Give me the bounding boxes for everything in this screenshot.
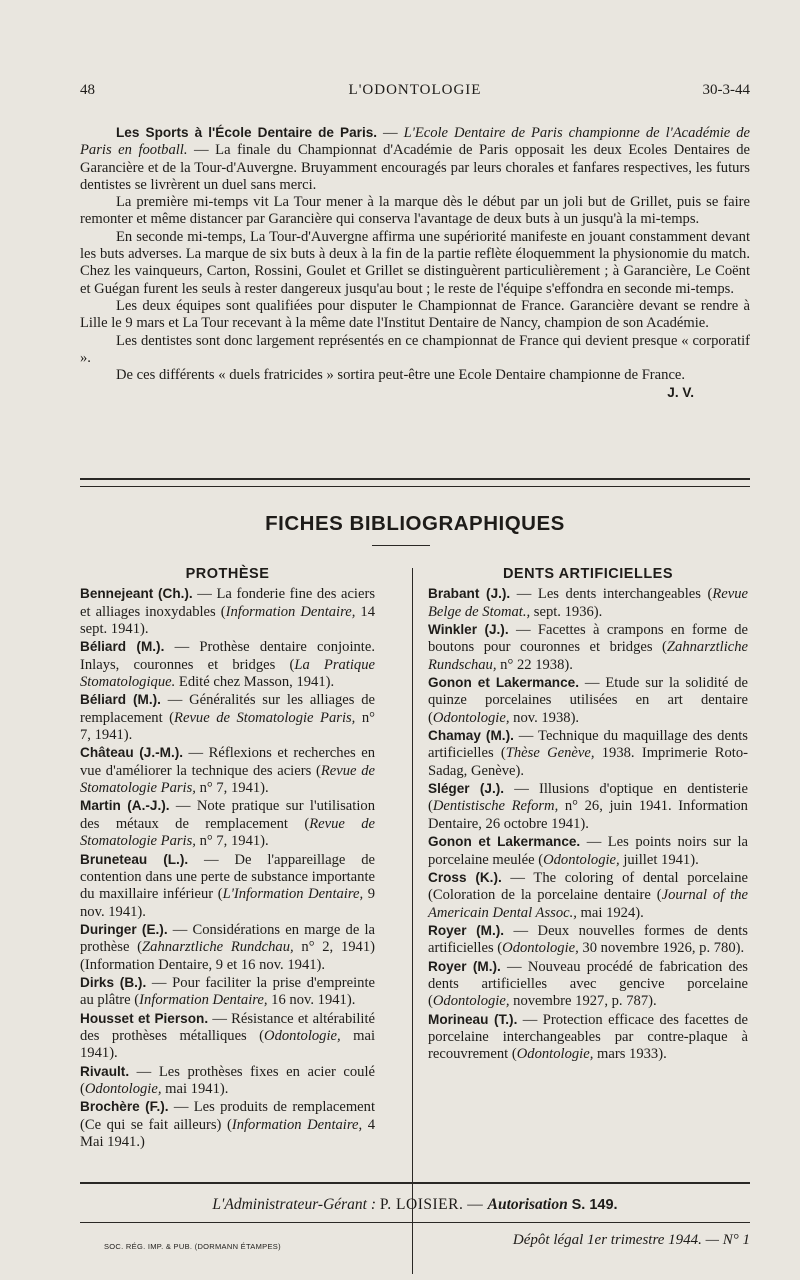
entry-title: — Note pratique sur l'utilisation des métaux de remplacement (	[80, 798, 375, 832]
entry-details: juillet 1941).	[619, 851, 699, 868]
bibliography-entry	[80, 1010, 375, 1063]
page-number: 48	[80, 82, 95, 98]
entry-reference: Information Dentaire,	[139, 992, 268, 1009]
entry-details: mars 1933).	[593, 1046, 667, 1063]
entry-title: — Pour faciliter la prise d'empreinte au plâtre (	[80, 974, 375, 1009]
entry-reference: Odontologie,	[516, 1046, 594, 1063]
entry-details: 1938. Imprimerie Roto-Sadag, Genève).	[428, 745, 748, 779]
auth-label: Autorisation	[487, 1196, 568, 1213]
bibliography-entry	[428, 869, 748, 922]
entry-reference: Zahnarztliche Rundschau,	[428, 639, 748, 673]
entry-details: 16 nov. 1941).	[267, 992, 356, 1009]
entry-details: sept. 1936).	[530, 603, 603, 620]
footer-rule	[80, 1182, 750, 1184]
entry-reference: La Pratique Stomatologique.	[80, 656, 375, 691]
entry-details: 14 sept. 1941).	[80, 603, 375, 638]
article-text: — La finale du Championnat d'Académie de Paris opposait les deux Ecoles Dentaires de Garancière et de la Tour-d'Auvergne. Bruyamment encouragés par leurs chorales et fanfares respectives, les futurs dentistes se livrèrent un duel sans merci.	[80, 142, 750, 193]
issue-date: 30-3-44	[702, 82, 750, 98]
entry-title: — Les produits de remplacement (Ce qui se fait ailleurs) (	[80, 1099, 375, 1133]
entry-author: Brochère (F.).	[80, 1099, 169, 1115]
entry-title: — Considérations en marge de la prothèse (	[80, 921, 375, 956]
entry-author: Royer (M.).	[428, 922, 505, 938]
entry-reference: Odontologie,	[543, 851, 620, 868]
entry-details: n° 22 1938).	[496, 656, 573, 673]
column-divider	[412, 568, 413, 1274]
entry-title: — Nouveau procédé de fabrication des dents artificielles avec gencive porcelaine (	[428, 958, 748, 1010]
entry-details: mai 1941).	[80, 1027, 375, 1062]
entry-details: 30 novembre 1926, p. 780).	[578, 940, 745, 957]
entry-author: Bruneteau (L.).	[80, 851, 189, 867]
entry-author: Martin (A.-J.).	[80, 798, 170, 814]
entry-title: — Les points noirs sur la porcelaine meulée (	[428, 834, 748, 868]
entry-title: — Facettes à crampons en forme de boutons pour couronnes et bridges (	[428, 622, 748, 656]
entry-details: n° 7, 1941).	[195, 780, 269, 797]
entry-author: Rivault.	[80, 1063, 130, 1079]
entry-title: — Les dents interchangeables (	[510, 586, 713, 603]
page-header	[80, 82, 750, 102]
journal-title: L'ODONTOLOGIE	[348, 82, 482, 98]
entry-title: — Les prothèses fixes en acier coulé (	[80, 1063, 375, 1097]
entry-details: novembre 1927, p. 787).	[509, 993, 657, 1010]
article-paragraph: Les dentistes sont donc largement représentés en ce championnat de France qui devient presque « corporatif ».	[80, 332, 750, 366]
article-title-dash: —	[377, 125, 404, 141]
legal-deposit: Dépôt légal 1er trimestre 1944. — N° 1	[512, 1232, 750, 1248]
article-paragraph: En seconde mi-temps, La Tour-d'Auvergne affirma une supériorité manifeste en jouant constamment devant les buts adverses. La marque de six buts à deux à la fin de la partie reflète éloquemment la physionomie du match. Chez les vainqueurs, Carton, Rossini, Goulet et Grillet se distinguèrent particulièrement ; à Garancière, Le Coënt et Guégan furent les seuls à rester dangereux jusqu'au bout ; le reste de l'équipe s'effondra en seconde mi-temps.	[80, 228, 750, 297]
entry-title: — Généralités sur les alliages de remplacement (	[80, 692, 375, 726]
entry-title: — La fonderie fine des aciers et alliages inoxydables (	[80, 586, 375, 620]
entry-author: Chamay (M.).	[428, 728, 514, 744]
bibliography-entry	[428, 1011, 748, 1064]
entry-title: — Illusions d'optique en dentisterie (	[428, 781, 748, 815]
entry-reference: Dentistische Reform,	[432, 798, 559, 815]
section-title: FICHES BIBLIOGRAPHIQUES	[265, 512, 565, 535]
entry-author: Gonon et Lakermance.	[428, 834, 581, 850]
entry-author: Château (J.-M.).	[80, 745, 184, 761]
entry-reference: Odontologie,	[432, 709, 510, 726]
entry-reference: Odontologie,	[84, 1080, 162, 1097]
entry-author: Housset et Pierson.	[80, 1010, 209, 1026]
column-prothese	[80, 566, 375, 1151]
entry-details: n° 7, 1941).	[195, 833, 269, 850]
bibliography-entry	[428, 621, 748, 674]
section-divider	[80, 478, 750, 480]
entry-author: Bennejeant (Ch.).	[80, 586, 193, 602]
entry-reference: Information Dentaire,	[231, 1116, 363, 1133]
admin-name: P. LOISIER.	[379, 1196, 464, 1213]
article-title: Les Sports à l'École Dentaire de Paris.	[116, 125, 378, 140]
column-dents-artificielles	[428, 566, 748, 1064]
bibliography-entry	[80, 638, 375, 691]
entry-reference: Thèse Genève,	[505, 745, 595, 762]
entry-author: Duringer (E.).	[80, 921, 168, 937]
auth-number: S. 149.	[571, 1197, 618, 1213]
entry-reference: Revue de Stomatologie Paris,	[174, 709, 356, 726]
entry-author: Béliard (M.).	[80, 692, 161, 708]
entry-details: Edité chez Masson, 1941).	[175, 674, 335, 691]
entry-author: Cross (K.).	[428, 869, 502, 885]
entry-title: — Technique du maquillage des dents artificielles (	[428, 728, 748, 762]
entry-author: Béliard (M.).	[80, 639, 165, 655]
article-signature: J. V.	[667, 385, 694, 401]
article-paragraph: La première mi-temps vit La Tour mener à la marque dès le début par un joli but de Grillet, puis se faire remonter et même distancer par Garancière qui conserva l'avantage de deux buts à un jusqu'à la mi-temps.	[80, 194, 750, 228]
bibliography-entry	[428, 833, 748, 869]
article-subtitle: L'Ecole Dentaire de Paris championne de l'Académie de Paris en football.	[80, 125, 751, 159]
bibliography-entry	[80, 921, 375, 974]
entry-title: — Prothèse dentaire conjointe. Inlays, couronnes et bridges (	[80, 639, 375, 673]
entry-title: — The coloring of dental porcelaine (Coloration de la porcelaine dentaire (	[428, 869, 748, 904]
bibliography-entry	[80, 744, 375, 797]
bibliography-entry	[428, 585, 748, 621]
entry-author: Sléger (J.).	[428, 781, 505, 797]
title-underline	[372, 545, 430, 546]
entry-author: Dirks (B.).	[80, 974, 147, 990]
entry-reference: Information Dentaire,	[225, 603, 356, 620]
article-paragraph: Les deux équipes sont qualifiées pour disputer le Championnat de France. Garancière devant se rendre à Lille le 9 mars et La Tour recevant à la même date l'Institut Dentaire de Nancy, champion de son Académie.	[80, 297, 750, 332]
bibliography-entry	[428, 922, 748, 958]
column-heading-prothese: PROTHÈSE	[185, 566, 270, 582]
entry-details: nov. 1938).	[509, 709, 580, 726]
bibliography-entry	[428, 727, 748, 780]
entry-details: n° 2, 1941) (Information Dentaire, 9 et 16 nov. 1941).	[80, 939, 375, 973]
entry-reference: Revue Belge de Stomat.,	[428, 586, 749, 620]
admin-dash: —	[467, 1196, 488, 1213]
entry-title: — Résistance et altérabilité des prothèses métalliques (	[80, 1010, 375, 1044]
entry-title: — Réflexions et recherches en vue d'améliorer la technique des aciers (	[80, 745, 376, 779]
entry-details: 9 nov. 1941).	[80, 886, 375, 920]
sports-article	[80, 124, 750, 402]
entry-title: — Protection efficace des facettes de porcelaine interchangeables par contre-plaque à recouvrement (	[428, 1011, 748, 1063]
article-paragraph	[80, 124, 750, 194]
footer-admin	[80, 1196, 750, 1214]
bibliography-entry	[80, 691, 375, 744]
bibliography-entry	[80, 1098, 375, 1151]
entry-reference: Odontologie,	[264, 1027, 341, 1044]
entry-reference: Revue de Stomatologie Paris,	[80, 762, 375, 797]
bibliography-entry	[428, 958, 748, 1011]
entry-author: Morineau (T.).	[428, 1011, 518, 1027]
entry-reference: Zahnarztliche Rundchau,	[142, 939, 294, 956]
entry-author: Brabant (J.).	[428, 586, 511, 602]
section-divider-thin	[80, 486, 750, 487]
bibliography-entry	[428, 780, 748, 833]
bibliography-entry	[80, 797, 375, 850]
entry-title: — De l'appareillage de contention dans une perte de substance importante du maxillaire inférieur (	[80, 851, 375, 903]
bibliography-entry	[80, 851, 375, 921]
entry-reference: L'Information Dentaire,	[222, 886, 364, 903]
entry-details: n° 26, juin 1941. Information Dentaire, 26 octobre 1941).	[428, 798, 748, 832]
entry-author: Royer (M.).	[428, 958, 501, 974]
footer-rule-thin	[80, 1222, 750, 1223]
article-paragraph: De ces différents « duels fratricides » sortira peut-être une Ecole Dentaire championne de France.	[116, 367, 686, 384]
entry-details: n° 7, 1941).	[80, 709, 375, 744]
entry-details: 4 Mai 1941.)	[80, 1116, 375, 1150]
admin-label: L'Administrateur-Gérant :	[212, 1196, 377, 1213]
bibliography-entry	[80, 974, 375, 1010]
entry-author: Winkler (J.).	[428, 622, 509, 638]
entry-title: — Deux nouvelles formes de dents artificielles (	[428, 922, 748, 957]
entry-author: Gonon et Lakermance.	[428, 675, 580, 691]
printer-imprint: SOC. RÉG. IMP. & PUB. (DORMANN ÉTAMPES)	[104, 1242, 281, 1251]
column-heading-dents: DENTS ARTIFICIELLES	[502, 566, 674, 582]
entry-details: mai 1941).	[161, 1080, 229, 1097]
bibliography-entry	[80, 1063, 375, 1099]
entry-reference: Journal of the Americain Dental Assoc.,	[428, 887, 748, 921]
entry-reference: Odontologie,	[502, 940, 579, 957]
entry-details: mai 1924).	[576, 904, 644, 921]
entry-reference: Odontologie,	[432, 993, 510, 1010]
entry-title: — Etude sur la solidité de quinze porcelaines utilisées en art dentaire (	[428, 675, 748, 726]
bibliography-entry	[80, 585, 375, 638]
bibliography-entry	[428, 674, 748, 727]
entry-reference: Revue de Stomatologie Paris,	[80, 815, 375, 850]
article-signature-line	[80, 384, 750, 401]
